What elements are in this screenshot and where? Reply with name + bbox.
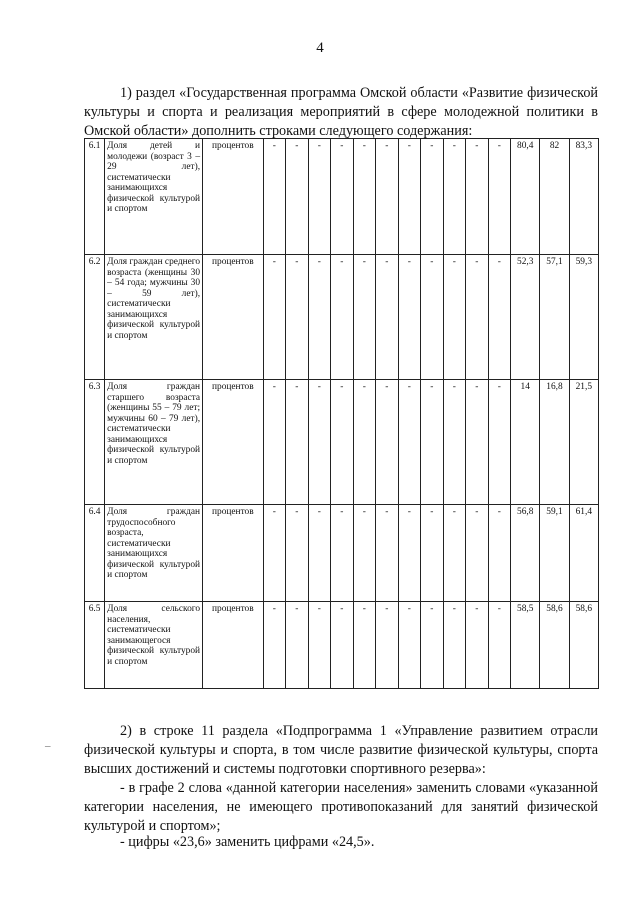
empty-year-cell: -	[353, 602, 376, 689]
empty-year-cell: -	[263, 380, 286, 505]
row-number: 6.4	[85, 505, 105, 602]
empty-year-cell: -	[331, 602, 354, 689]
unit-cell: процентов	[203, 255, 264, 380]
empty-year-cell: -	[353, 139, 376, 255]
empty-year-cell: -	[376, 505, 399, 602]
empty-year-cell: -	[488, 602, 511, 689]
page-number: 4	[316, 40, 324, 56]
empty-year-cell: -	[286, 602, 309, 689]
indicators-table	[84, 138, 599, 689]
empty-year-cell: -	[331, 505, 354, 602]
empty-year-cell: -	[286, 380, 309, 505]
empty-year-cell: -	[263, 505, 286, 602]
empty-year-cell: -	[376, 255, 399, 380]
paragraph-2: 2) в строке 11 раздела «Подпрограмма 1 «Управление развитием отрасли физической культуры и спорта, в том числе развитие физической культуры, спорта высших достижений и системы подготовки спортивного резерва»:	[84, 723, 598, 778]
empty-year-cell: -	[488, 505, 511, 602]
empty-year-cell: -	[398, 505, 421, 602]
indicator-cell	[105, 255, 203, 380]
value-cell: 58,6	[540, 602, 569, 689]
empty-year-cell: -	[421, 380, 444, 505]
value-cell: 80,4	[511, 139, 540, 255]
empty-year-cell: -	[376, 380, 399, 505]
value-cell: 59,1	[540, 505, 569, 602]
value-cell: 21,5	[569, 380, 598, 505]
indicator-cell	[105, 602, 203, 689]
row-number: 6.2	[85, 255, 105, 380]
value-cell: 56,8	[511, 505, 540, 602]
empty-year-cell: -	[466, 255, 489, 380]
row-number: 6.1	[85, 139, 105, 255]
empty-year-cell: -	[376, 139, 399, 255]
indicator-text: Доля сельского населения, систематически занимающегося физической культурой и спортом	[107, 604, 201, 667]
empty-year-cell: -	[398, 139, 421, 255]
empty-year-cell: -	[331, 380, 354, 505]
value-cell: 52,3	[511, 255, 540, 380]
row-number: 6.3	[85, 380, 105, 505]
empty-year-cell: -	[443, 380, 466, 505]
paragraph-3: - в графе 2 слова «данной категории населения» заменить словами «указанной категории населения, не имеющего противопоказаний для занятий физической культурой и спортом»;	[84, 780, 598, 835]
value-cell: 14	[511, 380, 540, 505]
empty-year-cell: -	[443, 139, 466, 255]
empty-year-cell: -	[398, 380, 421, 505]
empty-year-cell: -	[376, 602, 399, 689]
empty-year-cell: -	[421, 602, 444, 689]
unit-cell: процентов	[203, 380, 264, 505]
intro-paragraph: 1) раздел «Государственная программа Омской области «Развитие физической культуры и спорта и реализация мероприятий в сфере молодежной политики в Омской области» дополнить строками следующего содержания:	[84, 85, 598, 140]
empty-year-cell: -	[286, 139, 309, 255]
empty-year-cell: -	[466, 505, 489, 602]
unit-cell: процентов	[203, 139, 264, 255]
margin-mark: –	[45, 740, 51, 752]
empty-year-cell: -	[421, 139, 444, 255]
value-cell: 16,8	[540, 380, 569, 505]
empty-year-cell: -	[308, 255, 331, 380]
empty-year-cell: -	[466, 602, 489, 689]
table-row	[85, 380, 599, 505]
empty-year-cell: -	[353, 380, 376, 505]
indicator-text: Доля граждан старшего возраста (женщины 55 – 79 лет; мужчины 60 – 79 лет), систематически занимающихся физической культурой и спортом	[107, 382, 201, 466]
empty-year-cell: -	[331, 255, 354, 380]
empty-year-cell: -	[421, 505, 444, 602]
empty-year-cell: -	[443, 255, 466, 380]
empty-year-cell: -	[421, 255, 444, 380]
indicator-cell	[105, 505, 203, 602]
empty-year-cell: -	[488, 380, 511, 505]
value-cell: 61,4	[569, 505, 598, 602]
value-cell: 58,6	[569, 602, 598, 689]
empty-year-cell: -	[398, 255, 421, 380]
empty-year-cell: -	[443, 505, 466, 602]
value-cell: 82	[540, 139, 569, 255]
unit-cell: процентов	[203, 602, 264, 689]
value-cell: 58,5	[511, 602, 540, 689]
empty-year-cell: -	[263, 139, 286, 255]
empty-year-cell: -	[398, 602, 421, 689]
table-row	[85, 139, 599, 255]
empty-year-cell: -	[263, 255, 286, 380]
table-row	[85, 505, 599, 602]
indicator-cell	[105, 380, 203, 505]
value-cell: 83,3	[569, 139, 598, 255]
indicator-text: Доля детей и молодежи (возраст 3 – 29 лет), систематически занимающихся физической культурой и спортом	[107, 141, 201, 214]
empty-year-cell: -	[466, 139, 489, 255]
empty-year-cell: -	[353, 505, 376, 602]
row-number: 6.5	[85, 602, 105, 689]
empty-year-cell: -	[443, 602, 466, 689]
empty-year-cell: -	[286, 505, 309, 602]
empty-year-cell: -	[308, 602, 331, 689]
table-row	[85, 602, 599, 689]
paragraph-4: - цифры «23,6» заменить цифрами «24,5».	[120, 834, 375, 851]
empty-year-cell: -	[488, 255, 511, 380]
table-row	[85, 255, 599, 380]
empty-year-cell: -	[331, 139, 354, 255]
empty-year-cell: -	[488, 139, 511, 255]
indicator-cell	[105, 139, 203, 255]
empty-year-cell: -	[353, 255, 376, 380]
value-cell: 57,1	[540, 255, 569, 380]
empty-year-cell: -	[263, 602, 286, 689]
empty-year-cell: -	[286, 255, 309, 380]
indicator-text: Доля граждан трудоспособного возраста, систематически занимающихся физической культурой и спортом	[107, 507, 201, 580]
unit-cell: процентов	[203, 505, 264, 602]
empty-year-cell: -	[308, 505, 331, 602]
empty-year-cell: -	[308, 380, 331, 505]
indicator-text: Доля граждан среднего возраста (женщины 30 – 54 года; мужчины 30 – 59 лет), систематически занимающихся физической культурой и спортом	[107, 257, 201, 341]
empty-year-cell: -	[308, 139, 331, 255]
value-cell: 59,3	[569, 255, 598, 380]
empty-year-cell: -	[466, 380, 489, 505]
